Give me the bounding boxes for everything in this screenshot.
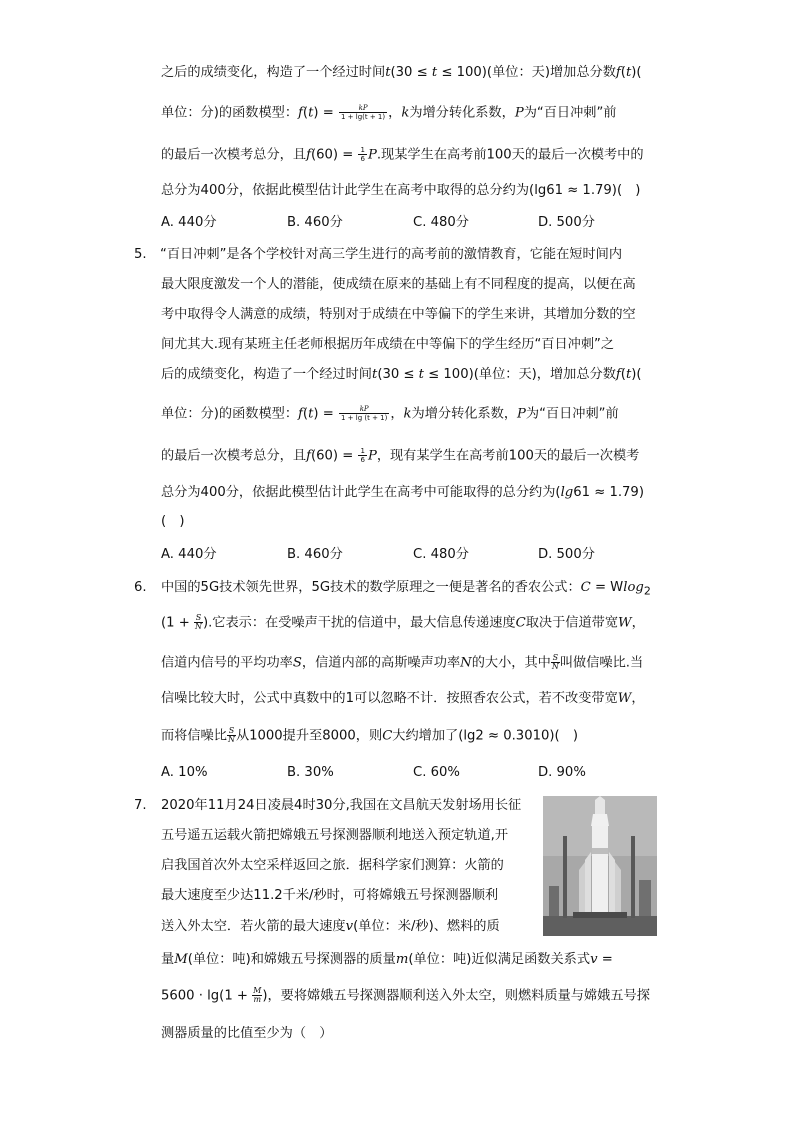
q6-option-c[interactable]: C. 60%	[413, 765, 460, 780]
q4-line-4: 总分为400分，依据此模型估计此学生在高考中取得的总分约为(lg61 ≈ 1.79)( )	[161, 183, 641, 198]
fraction: $\frac{S}{N}$	[551, 653, 559, 671]
q7-number: 7.	[134, 798, 147, 813]
rocket-launch-image	[543, 796, 657, 936]
q5-line-6: 单位：分)的函数模型：f(t) = $\frac{kP}{1 + \lg (t + 1)}$ ，k为增分转化系数，P为“百日冲刺”前	[161, 405, 619, 422]
q5-line-3: 考中取得令人满意的成绩，特别对于成绩在中等偏下的学生来讲，其增加分数的空	[161, 307, 636, 322]
fraction: $\frac{S}{N}$	[194, 613, 202, 631]
q6-option-a[interactable]: A. 10%	[161, 765, 208, 780]
q5-option-a[interactable]: A. 440分	[161, 547, 217, 562]
fraction: $\frac{1}{6}$	[360, 447, 365, 464]
q6-option-b[interactable]: B. 30%	[287, 765, 334, 780]
q4-option-a[interactable]: A. 440分	[161, 215, 217, 230]
q5-number: 5.	[134, 247, 147, 262]
q6-line-1: 中国的5G技术领先世界，5G技术的数学原理之一便是著名的香农公式：C = Wlog$_2$	[161, 580, 651, 598]
q5-line-9: ( )	[161, 514, 185, 529]
q7-line-7: 5600 · lg(1 + $\frac{M}{m}$ )，要将嫦娥五号探测器顺利送入外太空，则燃料质量与嫦娥五号探	[161, 986, 650, 1004]
q6-number: 6.	[134, 580, 147, 595]
q4-option-c[interactable]: C. 480分	[413, 215, 469, 230]
fraction: $\frac{kP}{1 + \lg (t + 1)}$	[340, 405, 388, 422]
q5-option-c[interactable]: C. 480分	[413, 547, 469, 562]
q4-line-1: 之后的成绩变化，构造了一个经过时间t(30 ≤ t ≤ 100)(单位：天)增加总分数f(t)(	[161, 65, 642, 80]
q5-line-2: 最大限度激发一个人的潜能，使成绩在原来的基础上有不同程度的提高，以便在高	[161, 277, 636, 292]
q6-line-5: 而将信噪比 $\frac{S}{N}$ 从1000提升至8000，则C大约增加了(lg2 ≈ 0.3010)( )	[161, 726, 578, 744]
q5-line-5: 后的成绩变化，构造了一个经过时间t(30 ≤ t ≤ 100)(单位：天)，增加总分数f(t)(	[161, 367, 642, 382]
fraction: $\frac{kP}{1 + \lg(t + 1)}$	[340, 104, 386, 121]
q7-line-5: 送入外太空．若火箭的最大速度v(单位：米/秒)、燃料的质	[161, 919, 500, 934]
q7-line-4: 最大速度至少达11.2千米/秒时，可将嫦娥五号探测器顺利	[161, 888, 499, 903]
q6-line-4: 信噪比较大时，公式中真数中的1可以忽略不计．按照香农公式，若不改变带宽W，	[161, 691, 645, 706]
q7-line-3: 启我国首次外太空采样返回之旅．据科学家们测算：火箭的	[161, 858, 504, 873]
q7-line-6: 量M(单位：吨)和嫦娥五号探测器的质量m(单位：吨)近似满足函数关系式v =	[161, 952, 613, 967]
fraction: $\frac{1}{6}$	[360, 146, 365, 163]
q5-line-7: 的最后一次模考总分，且f(60) = $\frac{1}{6}$ P，现有某学生在高考前100天的最后一次模考	[161, 447, 640, 464]
rocket-illustration	[543, 796, 657, 936]
q5-line-1: “百日冲刺”是各个学校针对高三学生进行的高考前的激情教育，它能在短时间内	[160, 247, 623, 262]
q6-option-d[interactable]: D. 90%	[538, 765, 586, 780]
fraction: $\frac{S}{N}$	[227, 726, 235, 744]
q7-line-2: 五号遥五运载火箭把嫦娥五号探测器顺利地送入预定轨道,开	[161, 828, 509, 843]
q5-option-d[interactable]: D. 500分	[538, 547, 595, 562]
q7-line-8: 测器质量的比值至少为（ ）	[161, 1026, 333, 1041]
q7-line-1: 2020年11月24日凌晨4时30分,我国在文昌航天发射场用长征	[161, 798, 522, 813]
q6-line-3: 信道内信号的平均功率S，信道内部的高斯噪声功率N的大小，其中 $\frac{S}{N}$ 叫做信噪比.当	[161, 653, 644, 671]
q4-line-3: 的最后一次模考总分，且f(60) = $\frac{1}{6}$ P.现某学生在高考前100天的最后一次模考中的	[161, 146, 644, 163]
q4-option-b[interactable]: B. 460分	[287, 215, 343, 230]
q4-option-d[interactable]: D. 500分	[538, 215, 595, 230]
q5-line-4: 间尤其大.现有某班主任老师根据历年成绩在中等偏下的学生经历“百日冲刺”之	[161, 337, 615, 352]
q5-line-8: 总分为400分，依据此模型估计此学生在高考中可能取得的总分约为(lg61 ≈ 1.79)	[161, 485, 644, 500]
q6-line-2: (1 + $\frac{S}{N}$ ).它表示：在受噪声干扰的信道中，最大信息传递速度C取决于信道带宽W，	[161, 613, 645, 631]
q4-line-2: 单位：分)的函数模型：f(t) = $\frac{kP}{1 + \lg(t + 1)}$ ，k为增分转化系数，P为“百日冲刺”前	[161, 104, 617, 121]
fraction: $\frac{M}{m}$	[253, 986, 262, 1004]
q5-option-b[interactable]: B. 460分	[287, 547, 343, 562]
